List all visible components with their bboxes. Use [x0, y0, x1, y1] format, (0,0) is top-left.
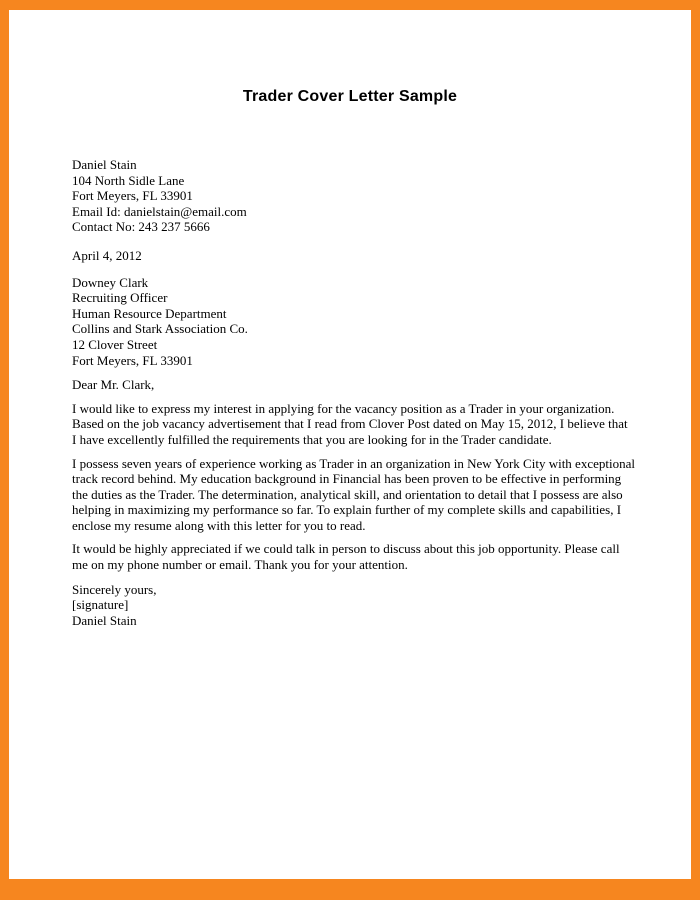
closing-block [72, 582, 635, 629]
recipient-name: Downey Clark [72, 274, 149, 290]
letter-body [72, 157, 635, 628]
letter-date: April 4, 2012 [72, 247, 142, 263]
paragraph-intro: I would like to express my interest in applying for the vacancy position as a Trader in your organization. Based on the job vacancy advertisement that I read from Clover Post dated on May 15, 2012, I believe that I have excellently fulfilled the requirements that you are looking for in the Trader candidate. [72, 400, 628, 447]
sender-email: Email Id: danielstain@email.com [72, 203, 247, 219]
paragraph-callto-action: It would be highly appreciated if we could talk in person to discuss about this job opportunity. Please call me on my phone number or email. Thank you for your attention. [72, 541, 620, 573]
closing-phrase: Sincerely yours, [72, 581, 157, 597]
page-title: Trader Cover Letter Sample [242, 88, 458, 105]
recipient-city: Fort Meyers, FL 33901 [72, 352, 193, 368]
signature-placeholder: [signature] [72, 597, 129, 613]
recipient-department: Human Resource Department [72, 305, 227, 321]
recipient-street: 12 Clover Street [72, 336, 158, 352]
sender-city: Fort Meyers, FL 33901 [72, 188, 193, 204]
recipient-address-block [72, 275, 635, 369]
paragraph-experience: I possess seven years of experience working as Trader in an organization in New York City with exceptional track record behind. My education background in Financial has been proven to be effective in performing the duties as the Trader. The determination, analytical skill, and orientation to detail that I possess are also helping in maximizing my performance so far. To explain further of my complete skills and capabilities, I enclose my resume along with this letter for you to read. [72, 455, 635, 533]
sender-phone: Contact No: 243 237 5666 [72, 219, 210, 235]
sender-address-block [72, 157, 635, 235]
salutation: Dear Mr. Clark, [72, 377, 155, 393]
sender-name: Daniel Stain [72, 157, 137, 172]
closing-name: Daniel Stain [72, 612, 137, 628]
recipient-company: Collins and Stark Association Co. [72, 321, 248, 337]
sender-street: 104 North Sidle Lane [72, 172, 185, 188]
recipient-title: Recruiting Officer [72, 290, 168, 306]
